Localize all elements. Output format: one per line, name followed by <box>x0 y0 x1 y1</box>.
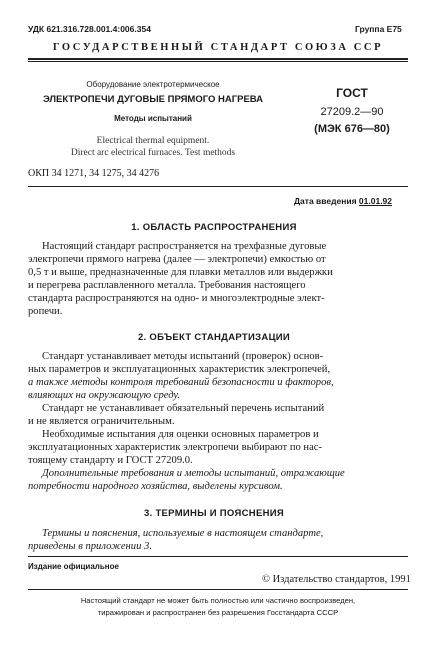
section-2-heading: 2. ОБЪЕКТ СТАНДАРТИЗАЦИИ <box>137 332 291 343</box>
section-2-line-italic: влияющих на окружающую среду. <box>28 390 181 401</box>
reproduction-notice-line-1: Настоящий стандарт не может быть полностью или частично воспроизведен, <box>80 596 356 605</box>
section-2-line: эксплуатационных характеристик электропечи выбирают по нас- <box>28 442 323 453</box>
section-1-body <box>28 240 408 318</box>
section-1-line: электропечи прямого нагрева (далее — электропечи) емкостью от <box>28 254 326 265</box>
section-2-line: Стандарт не устанавливает обязательный перечень испытаний <box>42 403 325 414</box>
section-3-line: Термины и пояснения, используемые в настоящем стандарте, <box>42 528 324 539</box>
state-standard-banner: ГОСУДАРСТВЕННЫЙ СТАНДАРТ СОЮЗА ССР <box>52 42 384 53</box>
section-1-line: 0,5 т и выше, предназначенные для плавки металлов или выдержки <box>28 267 333 278</box>
footer-rule-bottom <box>28 589 408 590</box>
section-2-line-italic: Дополнительные требования и методы испытаний, отражающие <box>42 468 345 479</box>
section-1-line: Настоящий стандарт распространяется на трехфазные дуговые <box>42 241 327 252</box>
english-title-line-1: Electrical thermal equipment. <box>96 136 210 146</box>
section-1-line: стандарта распространяются на одно- и многоэлектродные элект- <box>28 293 325 304</box>
section-2-line-italic: потребности народного хозяйства, выделены курсивом. <box>28 481 283 492</box>
introduction-date <box>294 196 392 206</box>
udk-code: УДК 621.316.728.001.4:006.354 <box>28 24 151 34</box>
introduction-date-value: 01.01.92 <box>358 196 393 206</box>
okp-codes: ОКП 34 1271, 34 1275, 34 4276 <box>28 168 160 179</box>
header-rule-bottom <box>28 61 408 62</box>
edition-label: Издание официальное <box>28 562 119 571</box>
document-subtitle: Методы испытаний <box>114 114 192 123</box>
gost-label: ГОСТ <box>336 86 368 100</box>
footer-rule-top <box>28 556 408 557</box>
english-title-line-2: Direct arc electrical furnaces. Test methods <box>70 148 236 158</box>
section-2-body <box>28 350 408 493</box>
iec-number: (МЭК 676—80) <box>314 123 390 135</box>
section-2-line: ных параметров и эксплуатационных характеристик электропечей, <box>28 364 331 375</box>
copyright: © Издательство стандартов, 1991 <box>262 574 411 585</box>
section-2-line: Стандарт устанавливает методы испытаний (проверок) основ- <box>42 351 324 362</box>
introduction-date-label: Дата введения <box>294 196 357 206</box>
header-rule-top <box>28 58 408 60</box>
section-2-line-italic: а также методы контроля требований безопасности и факторов, <box>28 377 334 388</box>
section-1-line: ропечи. <box>28 306 63 317</box>
section-3-line: приведены в приложении 3. <box>28 541 152 552</box>
section-3-heading: 3. ТЕРМИНЫ И ПОЯСНЕНИЯ <box>143 508 285 519</box>
section-1-heading: 1. ОБЛАСТЬ РАСПРОСТРАНЕНИЯ <box>131 222 297 233</box>
document-title: ЭЛЕКТРОПЕЧИ ДУГОВЫЕ ПРЯМОГО НАГРЕВА <box>42 94 264 105</box>
title-rule <box>28 186 408 187</box>
section-2-line: и не является ограничительным. <box>28 416 175 427</box>
group-code: Группа Е75 <box>355 24 402 34</box>
reproduction-notice-line-2: тиражирован и распространен без разрешения Госстандарта СССР <box>97 608 339 617</box>
section-2-line: тоящему стандарту и ГОСТ 27209.0. <box>28 455 193 466</box>
section-2-line: Необходимые испытания для оценки основных параметров и <box>42 429 319 440</box>
section-1-line: и перегрева расплавленного металла. Требования настоящего <box>28 280 306 291</box>
section-3-body <box>28 527 408 553</box>
equipment-line: Оборудование электротермическое <box>86 80 220 89</box>
gost-number: 27209.2—90 <box>320 106 384 118</box>
